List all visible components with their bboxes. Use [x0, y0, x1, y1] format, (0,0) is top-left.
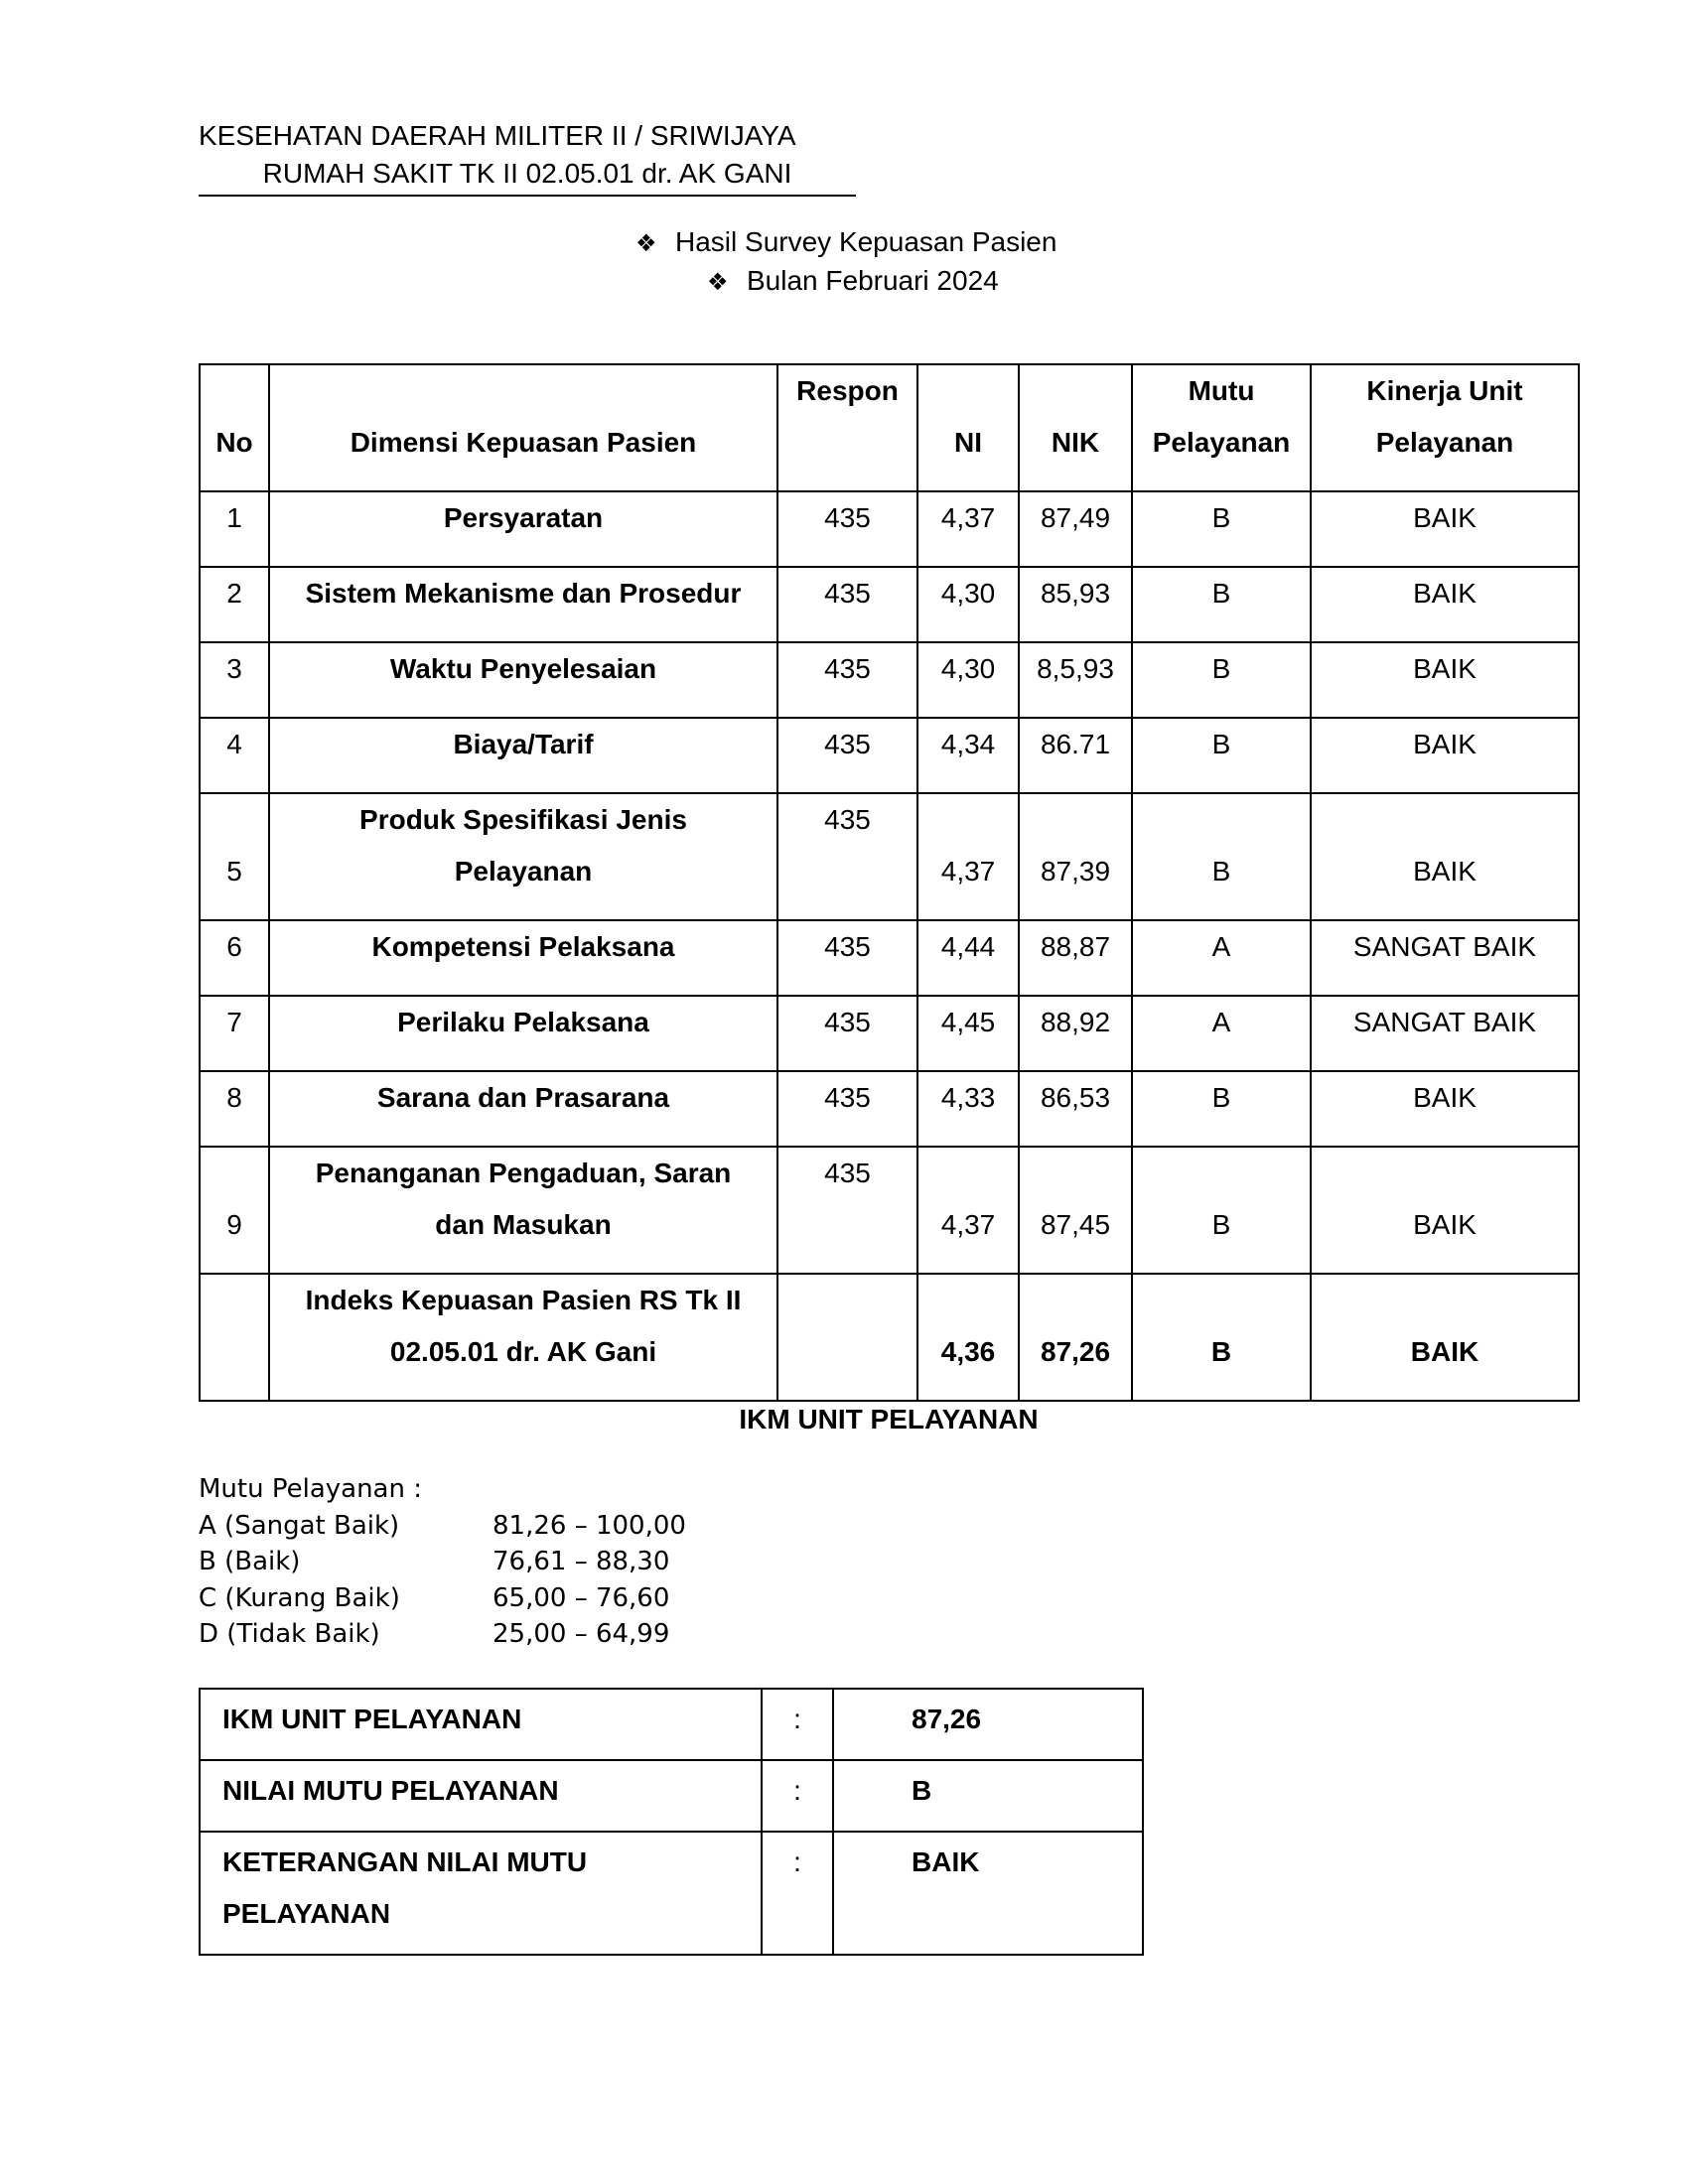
summary-value: BAIK — [833, 1832, 1143, 1955]
legend-range: 76,61 – 88,30 — [492, 1547, 670, 1576]
summary-row — [200, 1689, 1143, 1760]
diamond-bullet-icon: ❖ — [635, 229, 657, 257]
cell-ni: 4,37 — [917, 793, 1019, 920]
cell-respon: 435 — [777, 920, 917, 996]
cell-nik: 86.71 — [1019, 718, 1132, 793]
cell-kinerja: BAIK — [1311, 793, 1579, 920]
cell-mutu: B — [1132, 491, 1311, 567]
cell-nik: 87,39 — [1019, 793, 1132, 920]
cell-respon: 435 — [777, 567, 917, 642]
institution-name: KESEHATAN DAERAH MILITER II / SRIWIJAYA — [199, 120, 796, 151]
table-row — [200, 793, 1579, 920]
cell-kinerja: BAIK — [1311, 642, 1579, 718]
summary-value: B — [833, 1760, 1143, 1832]
cell-mutu: A — [1132, 996, 1311, 1071]
header-kinerja: Kinerja Unit Pelayanan — [1311, 364, 1579, 491]
cell-dimensi: Waktu Penyelesaian — [269, 642, 777, 718]
summary-colon: : — [762, 1832, 833, 1955]
summary-table — [199, 1688, 1144, 1956]
cell-no: 9 — [200, 1147, 269, 1274]
cell-ni: 4,45 — [917, 996, 1019, 1071]
document-titles — [0, 223, 1688, 301]
cell-kinerja: SANGAT BAIK — [1311, 996, 1579, 1071]
table-row — [200, 718, 1579, 793]
diamond-bullet-icon: ❖ — [707, 268, 729, 296]
legend-range: 25,00 – 64,99 — [492, 1619, 670, 1649]
cell-nik: 85,93 — [1019, 567, 1132, 642]
legend-item — [199, 1544, 686, 1580]
cell-no: 2 — [200, 567, 269, 642]
summary-row — [200, 1832, 1143, 1955]
legend-range: 65,00 – 76,60 — [492, 1582, 670, 1613]
legend-item — [199, 1580, 686, 1617]
cell-ni: 4,44 — [917, 920, 1019, 996]
cell-nik: 8,5,93 — [1019, 642, 1132, 718]
ikm-unit-title: IKM UNIT PELAYANAN — [739, 1404, 1039, 1434]
cell-mutu: B — [1132, 567, 1311, 642]
legend-item — [199, 1616, 686, 1653]
legend-range: 81,26 – 100,00 — [492, 1510, 686, 1541]
cell-no: 3 — [200, 642, 269, 718]
summary-label: NILAI MUTU PELAYANAN — [200, 1760, 762, 1832]
cell-dimensi: Produk Spesifikasi Jenis Pelayanan — [269, 793, 777, 920]
cell-dimensi: Persyaratan — [269, 491, 777, 567]
cell-no — [200, 1274, 269, 1401]
table-row — [200, 642, 1579, 718]
summary-row — [200, 1760, 1143, 1832]
cell-ni: 4,37 — [917, 1147, 1019, 1274]
cell-kinerja: BAIK — [1311, 491, 1579, 567]
summary-colon: : — [762, 1689, 833, 1760]
cell-kinerja: SANGAT BAIK — [1311, 920, 1579, 996]
table-row — [200, 491, 1579, 567]
table-header-row — [200, 364, 1579, 491]
summary-value: 87,26 — [833, 1689, 1143, 1760]
survey-title: ❖ Hasil Survey Kepuasan Pasien — [635, 223, 1688, 262]
summary-label: IKM UNIT PELAYANAN — [200, 1689, 762, 1760]
cell-nik: 88,87 — [1019, 920, 1132, 996]
legend-label: A (Sangat Baik) — [199, 1510, 400, 1541]
cell-dimensi: Sistem Mekanisme dan Prosedur — [269, 567, 777, 642]
cell-mutu: B — [1132, 1071, 1311, 1147]
cell-mutu: B — [1132, 1274, 1311, 1401]
cell-ni: 4,36 — [917, 1274, 1019, 1401]
table-total-row — [200, 1274, 1579, 1401]
cell-mutu: A — [1132, 920, 1311, 996]
cell-respon: 435 — [777, 996, 917, 1071]
summary-label: KETERANGAN NILAI MUTU PELAYANAN — [200, 1832, 762, 1955]
cell-mutu: B — [1132, 793, 1311, 920]
cell-mutu: B — [1132, 642, 1311, 718]
cell-respon: 435 — [777, 718, 917, 793]
cell-respon: 435 — [777, 1071, 917, 1147]
cell-ni: 4,33 — [917, 1071, 1019, 1147]
cell-respon: 435 — [777, 491, 917, 567]
legend-label: D (Tidak Baik) — [199, 1619, 380, 1649]
cell-kinerja: BAIK — [1311, 1147, 1579, 1274]
cell-ni: 4,37 — [917, 491, 1019, 567]
cell-no: 1 — [200, 491, 269, 567]
cell-ni: 4,30 — [917, 567, 1019, 642]
hospital-name: RUMAH SAKIT TK II 02.05.01 dr. AK GANI — [199, 155, 856, 197]
cell-kinerja: BAIK — [1311, 1071, 1579, 1147]
cell-mutu: B — [1132, 718, 1311, 793]
survey-period: ❖ Bulan Februari 2024 — [707, 262, 1688, 301]
cell-kinerja: BAIK — [1311, 567, 1579, 642]
header-mutu: Mutu Pelayanan — [1132, 364, 1311, 491]
legend-title: Mutu Pelayanan : — [199, 1474, 422, 1504]
cell-no: 4 — [200, 718, 269, 793]
cell-no: 8 — [200, 1071, 269, 1147]
summary-colon: : — [762, 1760, 833, 1832]
cell-kinerja: BAIK — [1311, 718, 1579, 793]
cell-no: 7 — [200, 996, 269, 1071]
mutu-legend — [199, 1471, 686, 1653]
cell-no: 6 — [200, 920, 269, 996]
cell-respon: 435 — [777, 793, 917, 920]
cell-ni: 4,30 — [917, 642, 1019, 718]
cell-nik: 87,49 — [1019, 491, 1132, 567]
cell-dimensi: Indeks Kepuasan Pasien RS Tk II 02.05.01 dr. AK Gani — [269, 1274, 777, 1401]
header-ni: NI — [917, 364, 1019, 491]
cell-dimensi: Penanganan Pengaduan, Saran dan Masukan — [269, 1147, 777, 1274]
survey-results-table — [199, 363, 1580, 1402]
cell-dimensi: Kompetensi Pelaksana — [269, 920, 777, 996]
cell-nik: 88,92 — [1019, 996, 1132, 1071]
table-row — [200, 567, 1579, 642]
cell-nik: 87,26 — [1019, 1274, 1132, 1401]
legend-label: C (Kurang Baik) — [199, 1582, 400, 1613]
letterhead — [199, 117, 856, 197]
cell-respon — [777, 1274, 917, 1401]
header-dimensi: Dimensi Kepuasan Pasien — [269, 364, 777, 491]
cell-respon: 435 — [777, 1147, 917, 1274]
table-row — [200, 1071, 1579, 1147]
header-respon: Respon — [777, 364, 917, 491]
header-nik: NIK — [1019, 364, 1132, 491]
cell-ni: 4,34 — [917, 718, 1019, 793]
table-row — [200, 996, 1579, 1071]
cell-dimensi: Perilaku Pelaksana — [269, 996, 777, 1071]
table-row — [200, 1147, 1579, 1274]
cell-dimensi: Sarana dan Prasarana — [269, 1071, 777, 1147]
cell-nik: 86,53 — [1019, 1071, 1132, 1147]
cell-kinerja: BAIK — [1311, 1274, 1579, 1401]
cell-no: 5 — [200, 793, 269, 920]
table-row — [200, 920, 1579, 996]
cell-mutu: B — [1132, 1147, 1311, 1274]
cell-respon: 435 — [777, 642, 917, 718]
legend-item — [199, 1508, 686, 1545]
cell-nik: 87,45 — [1019, 1147, 1132, 1274]
cell-dimensi: Biaya/Tarif — [269, 718, 777, 793]
header-no: No — [200, 364, 269, 491]
legend-label: B (Baik) — [199, 1547, 301, 1576]
